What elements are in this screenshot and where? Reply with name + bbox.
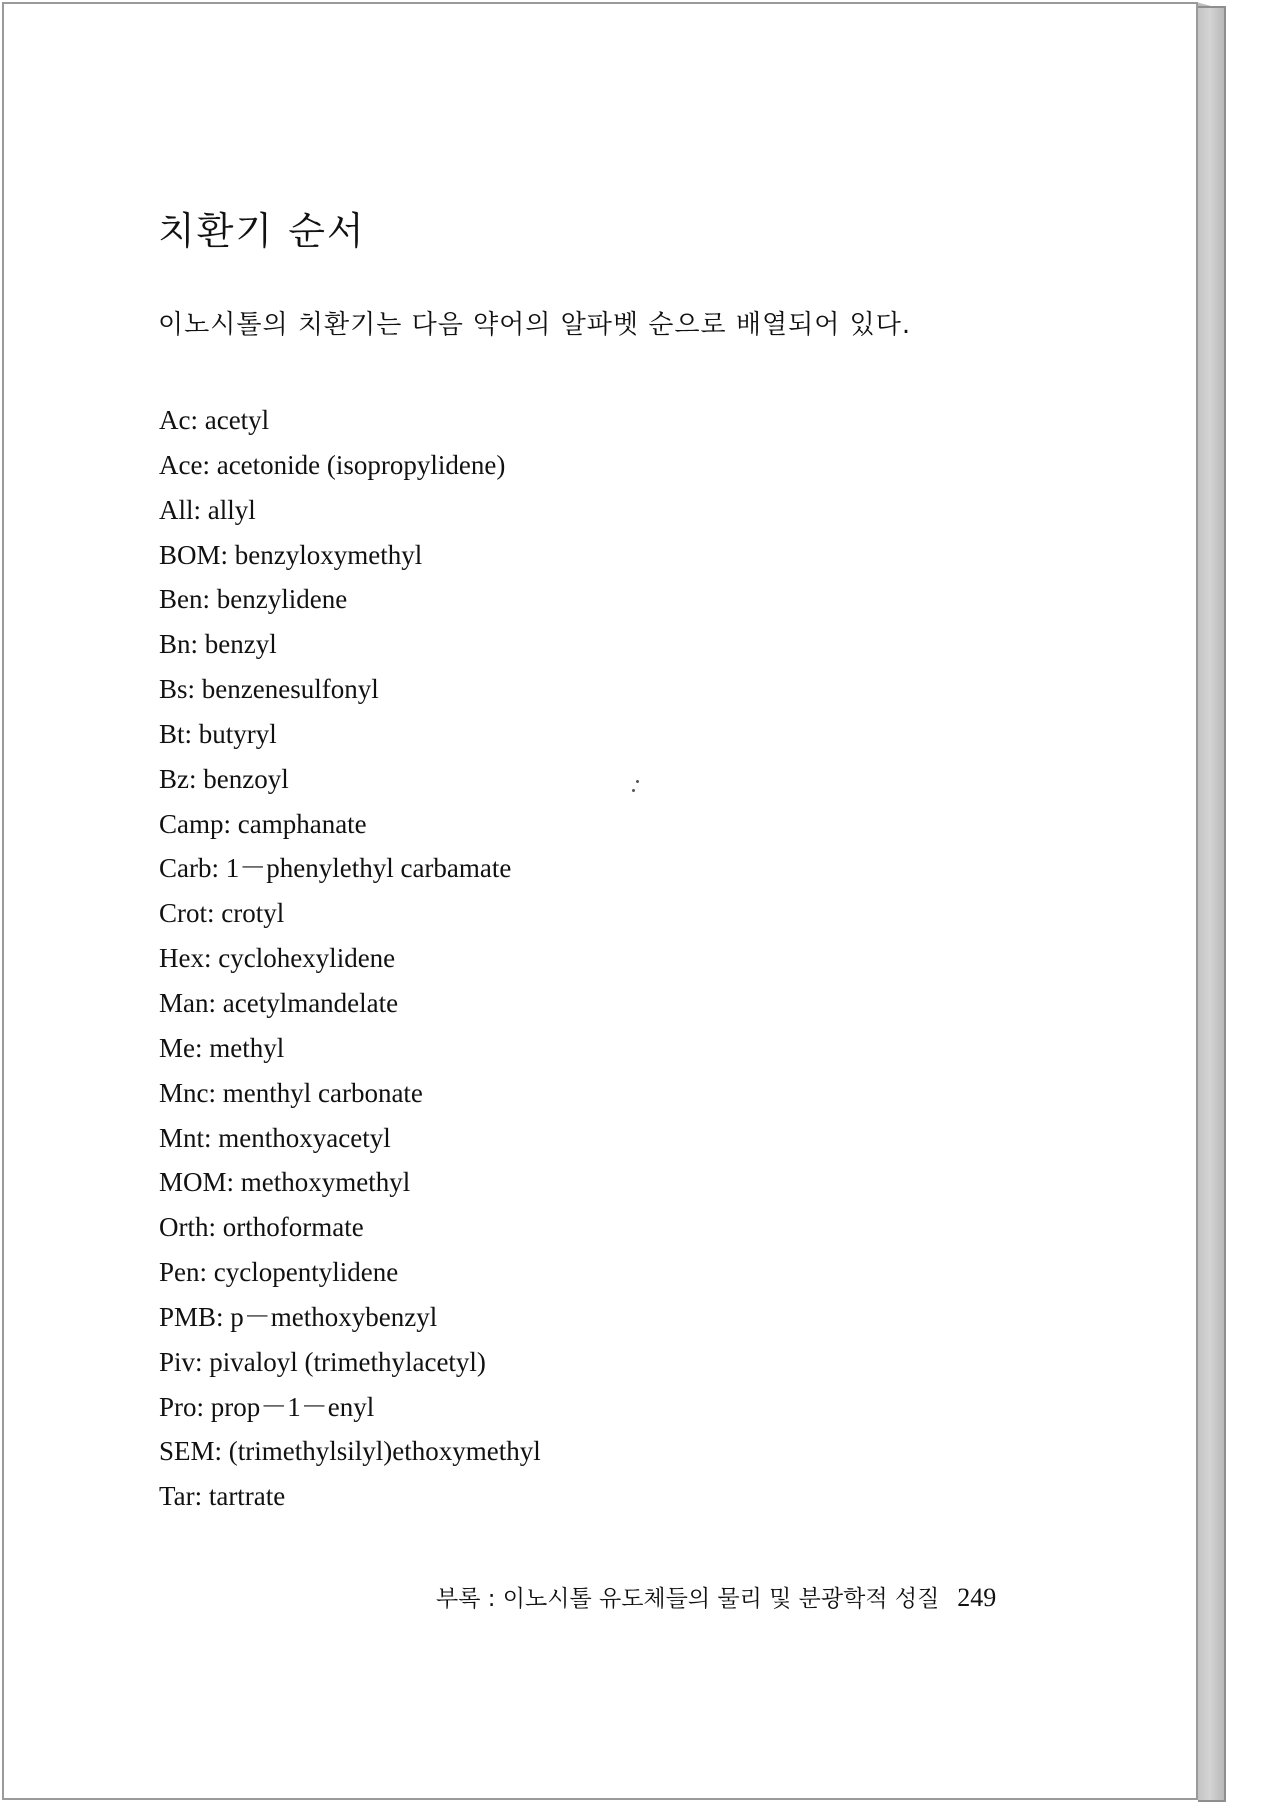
abbreviation-item: SEM: (trimethylsilyl)ethoxymethyl (159, 1436, 541, 1467)
abbreviation-item: Bn: benzyl (159, 629, 277, 660)
abbreviation-item: Ben: benzylidene (159, 584, 348, 615)
abbreviation-item: Ace: acetonide (isopropylidene) (159, 449, 506, 480)
abbreviation-item: Ac: acetyl (159, 405, 270, 435)
abbreviation-item: BOM: benzyloxymethyl (159, 539, 423, 570)
abbreviation-item: Bs: benzenesulfonyl (159, 674, 379, 705)
abbreviation-item: Me: methyl (159, 1032, 285, 1063)
intro-text: 이노시톨의 치환기는 다음 약어의 알파벳 순으로 배열되어 있다. (158, 310, 912, 340)
abbreviation-item: Piv: pivaloyl (trimethylacetyl) (159, 1346, 486, 1377)
abbreviation-item: Pen: cyclopentylidene (159, 1257, 399, 1288)
abbreviation-item: Bz: benzoyl (159, 763, 289, 794)
section-title: 치환기 순서 (158, 209, 366, 253)
running-title: 부록 : 이노시톨 유도체들의 물리 및 분광학적 성질 (436, 1586, 940, 1612)
abbreviation-item: Orth: orthoformate (159, 1212, 364, 1243)
page-footer (436, 1585, 996, 1611)
abbreviation-item: MOM: methoxymethyl (159, 1167, 411, 1198)
page-number: 249 (957, 1583, 997, 1612)
scan-speck (636, 780, 639, 783)
abbreviation-item: Pro: prop－1－enyl (159, 1391, 375, 1422)
scan-speck (632, 789, 635, 792)
abbreviation-item: Tar: tartrate (159, 1481, 286, 1512)
abbreviation-item: Carb: 1－phenylethyl carbamate (159, 853, 512, 884)
page-stack-edge (1198, 6, 1226, 1802)
abbreviation-item: Hex: cyclohexylidene (159, 943, 396, 974)
abbreviation-list (159, 398, 541, 1519)
abbreviation-item: Man: acetylmandelate (159, 987, 399, 1018)
abbreviation-item: Camp: camphanate (159, 808, 367, 839)
abbreviation-item: All: allyl (159, 494, 256, 525)
abbreviation-item: PMB: p－methoxybenzyl (159, 1301, 438, 1332)
abbreviation-item: Mnt: menthoxyacetyl (159, 1122, 391, 1153)
abbreviation-item: Mnc: menthyl carbonate (159, 1077, 423, 1108)
abbreviation-item: Crot: crotyl (159, 898, 285, 929)
abbreviation-item: Bt: butyryl (159, 718, 277, 749)
